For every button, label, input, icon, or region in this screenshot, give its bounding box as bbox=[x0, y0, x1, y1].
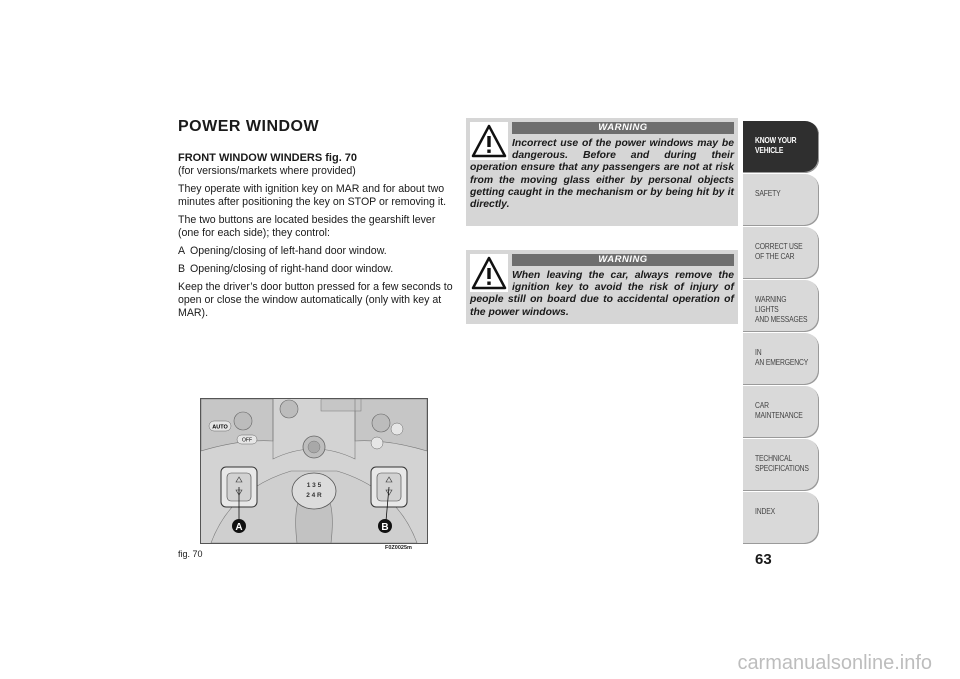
gear-pattern-bottom: 2 4 R bbox=[306, 492, 322, 499]
list-item-text: Opening/closing of left-hand door window. bbox=[190, 245, 387, 257]
tab-label: KNOW YOUR VEHICLE bbox=[755, 136, 797, 155]
tab-technical-specifications[interactable] bbox=[743, 439, 819, 491]
figure-caption: fig. 70 bbox=[178, 549, 203, 559]
chapter-tabs bbox=[743, 121, 819, 545]
tab-correct-use[interactable] bbox=[743, 227, 819, 279]
tab-label: CAR MAINTENANCE bbox=[755, 401, 803, 420]
tab-label: TECHNICAL SPECIFICATIONS bbox=[755, 454, 809, 473]
callout-b: B bbox=[381, 522, 389, 533]
list-item bbox=[178, 245, 454, 258]
list-item bbox=[178, 263, 454, 276]
figure-code: F0Z0025m bbox=[385, 545, 412, 551]
list-item-letter: A bbox=[178, 245, 186, 257]
paragraph-buttons: The two buttons are located besides the gearshift lever (one for each side); they control: bbox=[178, 214, 436, 239]
callout-a: A bbox=[235, 522, 243, 533]
paragraph-auto: Keep the driver’s door button pressed for a few seconds to open or close the window automatically (only with key at MAR). bbox=[178, 281, 453, 319]
auto-button-label: AUTO bbox=[212, 424, 228, 431]
warning-heading: WARNING bbox=[512, 122, 734, 134]
warning-text-wrap bbox=[470, 270, 734, 319]
tab-know-your-vehicle[interactable] bbox=[743, 121, 819, 173]
tab-warning-lights[interactable] bbox=[743, 280, 819, 332]
figure-70 bbox=[200, 398, 428, 544]
warning-text-wrap bbox=[470, 138, 734, 211]
tab-safety[interactable] bbox=[743, 174, 819, 226]
tab-emergency[interactable] bbox=[743, 333, 819, 385]
page-number: 63 bbox=[755, 551, 772, 568]
tab-label: CORRECT USE OF THE CAR bbox=[755, 242, 803, 261]
section-subtitle: FRONT WINDOW WINDERS fig. 70 bbox=[178, 152, 358, 164]
tab-label: SAFETY bbox=[755, 189, 781, 198]
tab-label: IN AN EMERGENCY bbox=[755, 348, 809, 367]
tab-label: WARNING LIGHTS AND MESSAGES bbox=[755, 295, 808, 324]
page-title: POWER WINDOW bbox=[178, 118, 320, 135]
gear-pattern-top: 1 3 5 bbox=[306, 482, 322, 489]
warning-box-1 bbox=[466, 118, 738, 226]
footer-watermark: carmanualsonline.info bbox=[737, 652, 932, 674]
warning-heading: WARNING bbox=[512, 254, 734, 266]
main-column bbox=[178, 118, 454, 325]
tab-car-maintenance[interactable] bbox=[743, 386, 819, 438]
warning-box-2 bbox=[466, 250, 738, 324]
list-item-text: Opening/closing of right-hand door window. bbox=[190, 263, 394, 275]
tab-index[interactable] bbox=[743, 492, 819, 544]
availability-note: (for versions/markets where provided) bbox=[178, 165, 356, 177]
list-item-letter: B bbox=[178, 263, 186, 275]
warning-text: Incorrect use of the power windows may be dangerous. Before and during their operation ensure that any passengers are not at risk from the moving glass either by personal objects getting caught in the mechanism or by being hit by it directly. bbox=[470, 138, 734, 211]
dashboard-illustration bbox=[201, 399, 427, 543]
tab-label: INDEX bbox=[755, 507, 775, 516]
off-button-label: OFF bbox=[242, 437, 252, 444]
paragraph-operation: They operate with ignition key on MAR and for about two minutes after positioning the key on STOP or removing it. bbox=[178, 183, 447, 208]
warning-text: When leaving the car, always remove the ignition key to avoid the risk of injury of people still on board due to accidental operation of the power windows. bbox=[470, 270, 734, 318]
